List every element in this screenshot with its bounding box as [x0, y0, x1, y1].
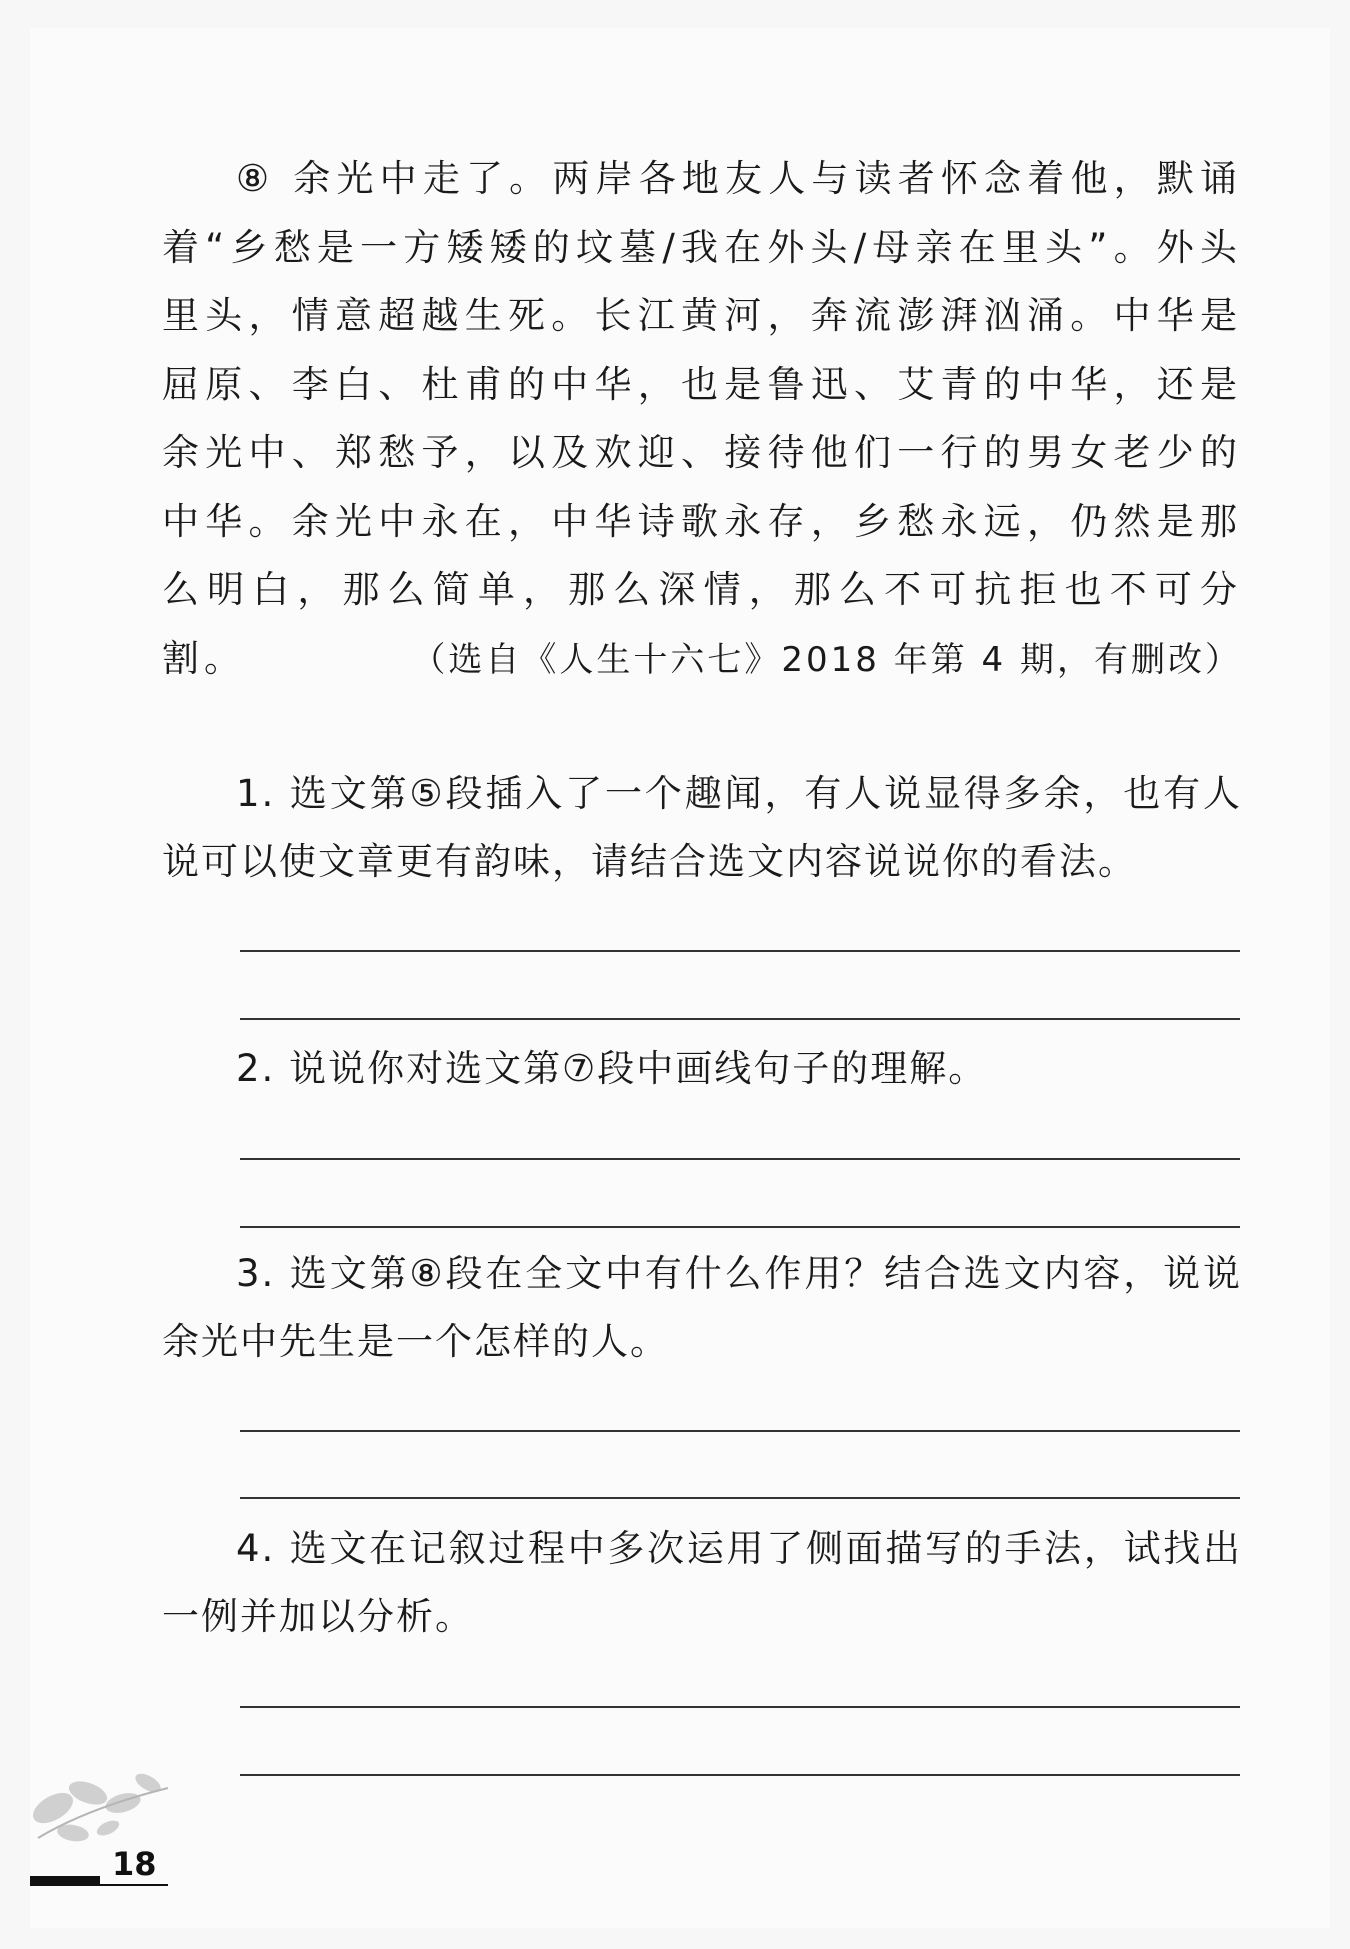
answer-line[interactable]	[240, 1774, 1240, 1776]
answer-line[interactable]	[240, 1018, 1240, 1020]
passage-paragraph-8: ⑧ 余光中走了。两岸各地友人与读者怀念着他，默诵着“乡愁是一方矮矮的坟墓/我在外头/母亲在里头”。外头里头，情意超越生死。长江黄河，奔流澎湃汹涌。中华是屈原、李白、杜甫的中华，也是鲁迅、艾青的中华，还是余光中、郑愁予，以及欢迎、接待他们一行的男女老少的中华。余光中永在，中华诗歌永存，乡愁永远，仍然是那么明白，那么简单，那么深情，那么不可抗拒也不可分割。	[162, 157, 1242, 680]
footer-rule	[100, 1884, 168, 1886]
answer-line[interactable]	[240, 1158, 1240, 1160]
answer-line[interactable]	[240, 1226, 1240, 1228]
question-3: 3. 选文第⑧段在全文中有什么作用？结合选文内容，说说余光中先生是一个怎样的人。	[162, 1252, 1242, 1363]
question-2: 2. 说说你对选文第⑦段中画线句子的理解。	[236, 1047, 988, 1090]
leaf-decoration-icon	[28, 1768, 178, 1853]
answer-line[interactable]	[240, 1497, 1240, 1499]
footer-bar	[30, 1876, 100, 1886]
question-1: 1. 选文第⑤段插入了一个趣闻，有人说显得多余，也有人说可以使文章更有韵味，请结合选文内容说说你的看法。	[162, 772, 1242, 883]
answer-line[interactable]	[240, 1706, 1240, 1708]
answer-line[interactable]	[240, 950, 1240, 952]
answer-line[interactable]	[240, 1430, 1240, 1432]
passage-source: （选自《人生十六七》2018 年第 4 期，有删改）	[411, 640, 1242, 680]
page-number: 18	[112, 1845, 157, 1883]
question-4: 4. 选文在记叙过程中多次运用了侧面描写的手法，试找出一例并加以分析。	[162, 1527, 1242, 1638]
